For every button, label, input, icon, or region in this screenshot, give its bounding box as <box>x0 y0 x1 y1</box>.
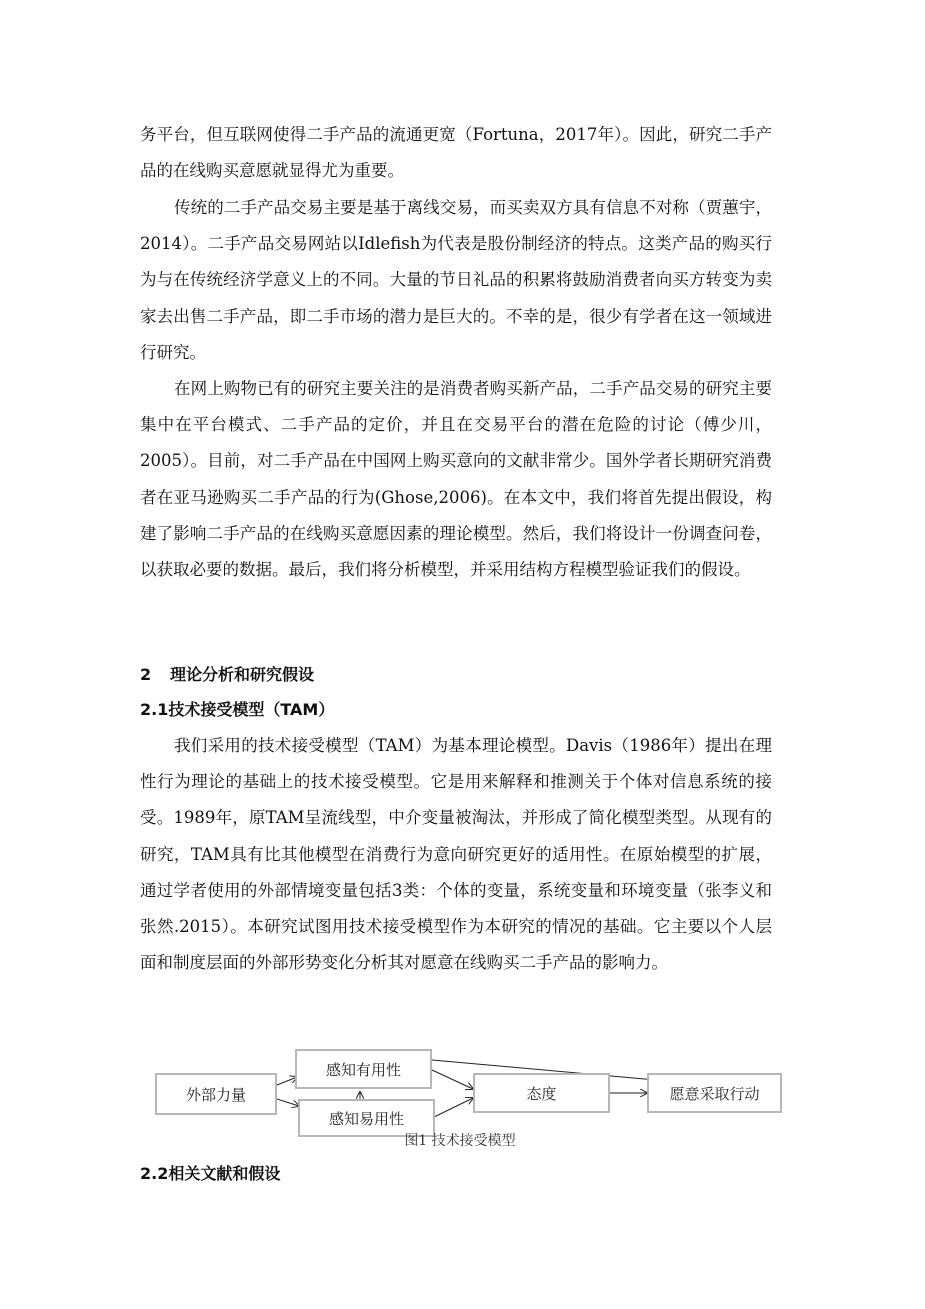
section-2-1-heading: 2.1技术接受模型（TAM） <box>140 700 335 719</box>
figure-caption: 图1 技术接受模型 <box>404 1133 516 1149</box>
box-perceived-usefulness: 感知有用性 <box>295 1049 432 1089</box>
section-2-heading <box>140 664 314 686</box>
box-attitude: 态度 <box>473 1073 610 1113</box>
box-perceived-ease-of-use: 感知易用性 <box>298 1099 435 1137</box>
box-behavioral-intention: 愿意采取行动 <box>647 1073 782 1113</box>
box-external-factors: 外部力量 <box>155 1073 277 1115</box>
paragraph-4: 我们采用的技术接受模型（TAM）为基本理论模型。Davis（1986年）提出在理性行为理论的基础上的技术接受模型。它是用来解释和推测关于个体对信息系统的接受。1989年，原TAM呈流线型，中介变量被淘汰，并形成了简化模型类型。从现有的研究，TAM具有比其他模型在消费行为意向研究更好的适用性。在原始模型的扩展，通过学者使用的外部情境变量包括3类：个体的变量，系统变量和环境变量（张李义和张然.2015）。本研究试图用技术接受模型作为本研究的情况的基础。它主要以个人层面和制度层面的外部形势变化分析其对愿意在线购买二手产品的影响力。 <box>140 736 772 973</box>
section-2-2-heading: 2.2相关文献和假设 <box>140 1164 281 1183</box>
paragraph-1: 务平台，但互联网使得二手产品的流通更宽（Fortuna，2017年）。因此，研究二手产品的在线购买意愿就显得尤为重要。 <box>140 125 772 181</box>
section-2-number: 2 <box>140 665 152 684</box>
arrow-ease-to-attitude <box>432 1098 473 1118</box>
arrow-external-to-ease <box>277 1099 299 1106</box>
arrow-usefulness-to-attitude <box>432 1070 473 1089</box>
paragraph-2: 传统的二手产品交易主要是基于离线交易，而买卖双方具有信息不对称（贾蕙宇，2014）。二手产品交易网站以Idlefish为代表是股份制经济的特点。这类产品的购买行为与在传统经济学意义上的不同。大量的节日礼品的积累将鼓励消费者向买方转变为卖家去出售二手产品，即二手市场的潜力是巨大的。不幸的是，很少有学者在这一领域进行研究。 <box>140 198 772 362</box>
arrow-external-to-usefulness <box>277 1077 297 1085</box>
section-2-title: 理论分析和研究假设 <box>170 665 315 684</box>
tam-model-figure <box>150 1040 790 1155</box>
paragraph-3: 在网上购物已有的研究主要关注的是消费者购买新产品，二手产品交易的研究主要集中在平台模式、二手产品的定价，并且在交易平台的潜在危险的讨论（傅少川，2005）。目前，对二手产品在中国网上购买意向的文献非常少。国外学者长期研究消费者在亚马逊购买二手产品的行为(Ghose,2006)。在本文中，我们将首先提出假设，构建了影响二手产品的在线购买意愿因素的理论模型。然后，我们将设计一份调查问卷，以获取必要的数据。最后，我们将分析模型，并采用结构方程模型验证我们的假设。 <box>140 379 772 580</box>
